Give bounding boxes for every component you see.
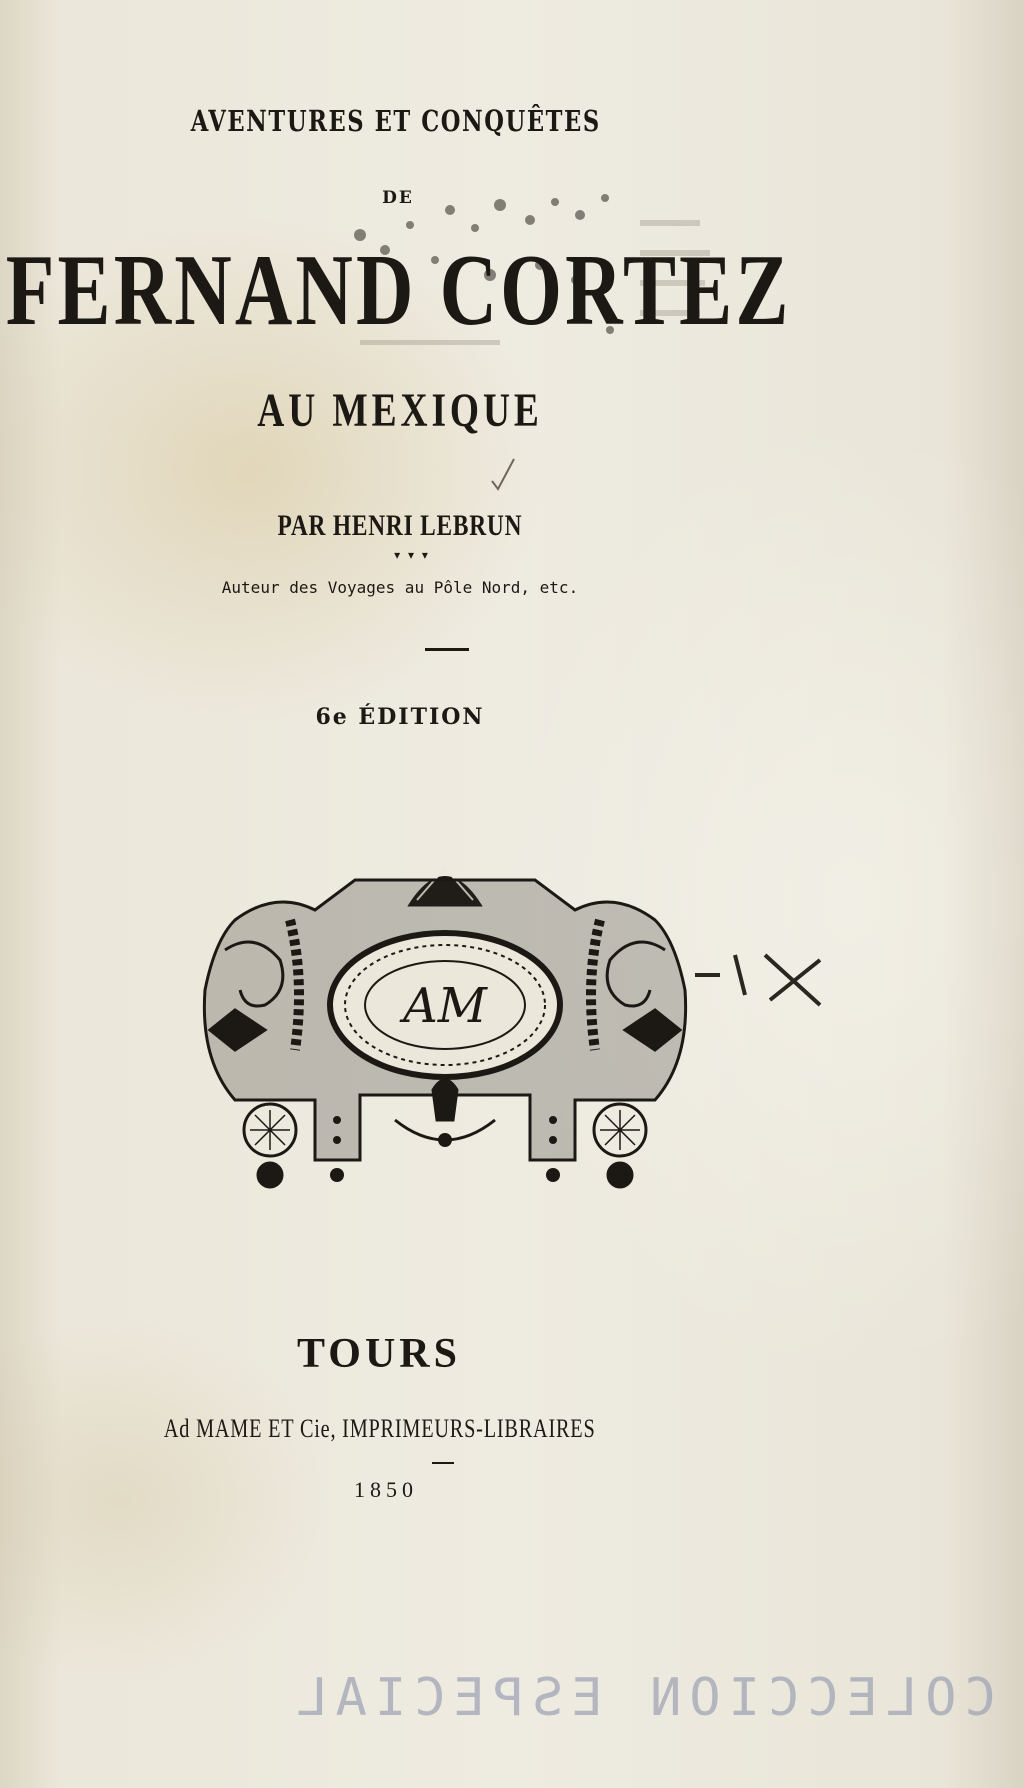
- author-line: PAR HENRI LEBRUN: [277, 509, 523, 542]
- author-ornament-dots: ▾ ▾ ▾: [394, 548, 430, 562]
- imprint-publisher: Ad MAME ET Cie, IMPRIMEURS-LIBRAIRES: [164, 1414, 596, 1443]
- subtitle: AU MEXIQUE: [257, 384, 543, 437]
- publisher-ornament: [195, 830, 695, 1230]
- monogram-text: AM: [403, 978, 487, 1034]
- main-title: FERNAND CORTEZ: [6, 234, 792, 347]
- divider-rule: [425, 648, 469, 651]
- handwritten-margin-note: [690, 935, 870, 1015]
- title-line-aventures: AVENTURES ET CONQUÊTES: [191, 104, 601, 138]
- pencil-tick-mark: [490, 455, 518, 495]
- imprint-rule: [432, 1462, 454, 1464]
- collection-stamp: COLECCION ESPECIAL: [288, 1668, 996, 1728]
- imprint-city: TOURS: [297, 1331, 461, 1377]
- title-line-de: DE: [382, 188, 414, 208]
- author-credit: Auteur des Voyages au Pôle Nord, etc.: [221, 578, 579, 597]
- edition-line: 6e ÉDITION: [315, 704, 485, 730]
- imprint-year: 1850: [354, 1477, 418, 1502]
